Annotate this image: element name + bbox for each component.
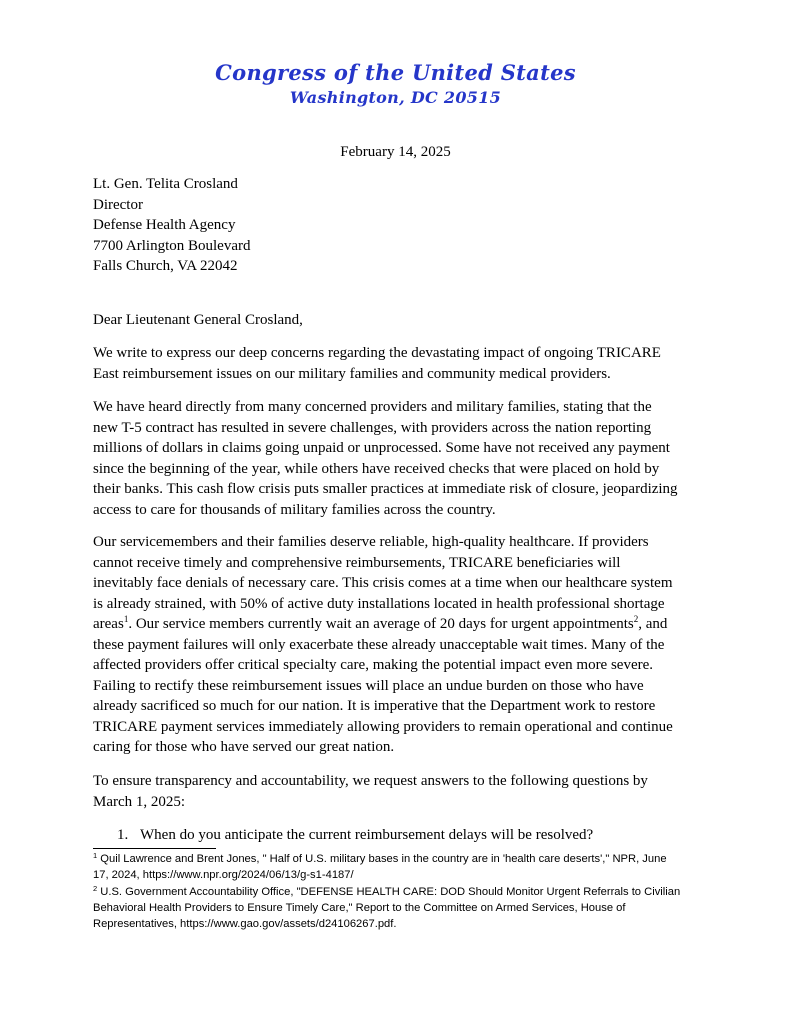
- paragraph-2: [93, 397, 703, 520]
- footnote-1-line[interactable]: 17, 2024, https://www.npr.org/2024/06/13/g-s1-4187/: [93, 869, 354, 882]
- footnote-2-line[interactable]: Representatives, https://www.gao.gov/assets/d24106267.pdf.: [93, 918, 397, 931]
- question-number: 1.: [117, 827, 129, 843]
- paragraph-line: inevitably face denials of necessary care. This crisis comes at a time when our healthcare system: [93, 575, 673, 591]
- text-run: , and: [638, 616, 668, 632]
- salutation: Dear Lieutenant General Crosland,: [93, 312, 303, 328]
- paragraph-line: is already strained, with 50% of active duty installations located in health professional shortage: [93, 595, 665, 612]
- recipient-agency: Defense Health Agency: [93, 217, 236, 233]
- footnote-text: Quil Lawrence and Brent Jones, " Half of U.S. military bases in the country are in 'health care deserts'," NPR, June: [97, 853, 667, 865]
- recipient-address: [93, 174, 251, 277]
- text-run: . Our service members currently wait an average of 20 days for urgent appointments: [128, 616, 634, 632]
- paragraph-line: Failing to rectify these reimbursement issues will place an undue burden on those who have: [93, 677, 644, 694]
- footnote-ref-2[interactable]: 2: [633, 614, 639, 624]
- letterhead-city: Washington, DC 20515: [289, 88, 502, 107]
- letter-date: February 14, 2025: [340, 144, 451, 160]
- paragraph-line: cannot receive timely and comprehensive reimbursements, TRICARE beneficiaries will: [93, 554, 621, 571]
- footnote-ref-1[interactable]: 1: [123, 614, 129, 624]
- paragraph-line: caring for those who have served our great nation.: [93, 739, 395, 755]
- paragraph-line: To ensure transparency and accountability, we request answers to the following questions by: [93, 773, 648, 789]
- paragraph-line: these payment failures will only exacerbate these already unacceptable wait times. Many of the: [93, 636, 665, 653]
- footnote-marker-1: 1: [93, 851, 98, 860]
- paragraph-line: East reimbursement issues on our military families and community medical providers.: [93, 365, 611, 382]
- recipient-street: 7700 Arlington Boulevard: [93, 237, 251, 254]
- footnote-2-line: Behavioral Health Providers to Ensure Timely Care," Report to the Committee on Armed Services, House of: [93, 901, 626, 914]
- paragraph-line: We write to express our deep concerns regarding the devastating impact of ongoing TRICARE: [93, 345, 661, 361]
- paragraph-line: affected providers offer critical specialty care, making the potential impact even more severe.: [93, 657, 654, 673]
- footnote-text: U.S. Government Accountability Office, "DEFENSE HEALTH CARE: DOD Should Monitor Urgent Referrals to Civilian: [97, 885, 681, 898]
- footnote-2-line: [93, 884, 680, 900]
- paragraph-line: Our servicemembers and their families deserve reliable, high-quality healthcare. If providers: [93, 534, 649, 550]
- paragraph-line: We have heard directly from many concerned providers and military families, stating that the: [93, 399, 652, 415]
- paragraph-line: TRICARE payment services immediately allowing providers to remain operational and continue: [93, 718, 673, 735]
- recipient-title: Director: [93, 196, 143, 213]
- footnote-marker-2: 2: [93, 883, 98, 893]
- text-run: areas: [93, 616, 124, 632]
- paragraph-line: their banks. This cash flow crisis puts smaller practices at immediate risk of closure, jeopardizing: [93, 481, 678, 497]
- paragraph-line: new T-5 contract has resulted in severe challenges, with providers across the nation reporting: [93, 419, 652, 436]
- paragraph-line: already sacrificed so much for our nation. It is imperative that the Department work to restore: [93, 698, 656, 714]
- letterhead-title: Congress of the United States: [215, 60, 576, 85]
- paragraph-line: access to care for thousands of military families across the country.: [93, 501, 496, 518]
- paragraph-line: March 1, 2025:: [93, 793, 186, 810]
- recipient-name: Lt. Gen. Telita Crosland: [93, 176, 238, 192]
- paragraph-1: [93, 343, 703, 384]
- footnotes: [93, 851, 680, 932]
- paragraph-line-with-footnote-refs: [93, 614, 703, 635]
- paragraph-line: since the beginning of the year, while others have received checks that were placed on hold by: [93, 460, 660, 477]
- recipient-city: Falls Church, VA 22042: [93, 258, 238, 274]
- paragraph-4: [93, 771, 703, 812]
- paragraph-3: [93, 532, 703, 758]
- question-text: When do you anticipate the current reimbursement delays will be resolved?: [140, 827, 594, 843]
- footnote-separator: [93, 848, 216, 849]
- question-item: [117, 825, 593, 846]
- footnote-1-line: [93, 851, 680, 867]
- paragraph-line: millions of dollars in claims going unpaid or unprocessed. Some have not received any payment: [93, 440, 670, 456]
